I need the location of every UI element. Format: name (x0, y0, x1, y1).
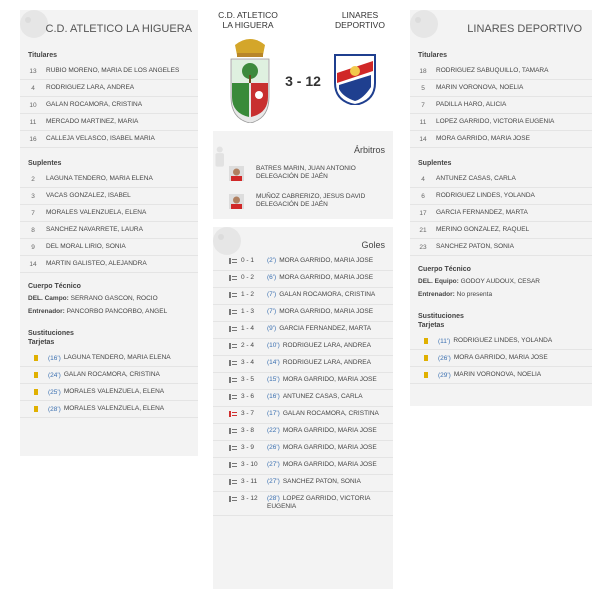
goal-icon (229, 258, 237, 264)
card-row (20, 401, 198, 418)
goal-minute: (7') (267, 308, 277, 315)
player-name[interactable]: SANCHEZ NAVARRETE, LAURA (46, 225, 143, 233)
player-name[interactable]: MARIN VORONOVA, NOELIA (436, 83, 524, 91)
away-sustituciones-label: Sustituciones (418, 313, 464, 321)
away-crest-icon (333, 53, 377, 105)
goal-minute: (27') (267, 461, 280, 468)
player-name[interactable]: SANCHEZ PATON, SONIA (436, 242, 515, 250)
goles-panel (213, 227, 393, 589)
away-team-panel (410, 10, 592, 406)
home-titulares-list (20, 63, 198, 148)
player-number: 14 (29, 260, 37, 268)
player-name[interactable]: RODRIGUEZ LINDES, YOLANDA (436, 191, 535, 199)
goal-scorer[interactable]: RODRIGUEZ LARA, ANDREA (282, 359, 371, 366)
goal-scorer[interactable]: MORA GARRIDO, MARIA JOSE (282, 444, 377, 451)
goal-minute: (26') (267, 444, 280, 451)
goal-minute: (22') (267, 427, 280, 434)
player-name[interactable]: MORA GARRIDO, MARIA JOSE (436, 134, 530, 142)
goal-icon (229, 326, 237, 332)
goal-icon (229, 394, 237, 400)
referee-row (213, 159, 393, 187)
card-row (410, 350, 592, 367)
yellow-card-icon (424, 355, 428, 361)
player-name[interactable]: GALAN ROCAMORA, CRISTINA (46, 100, 143, 108)
goal-minute: (16') (267, 393, 280, 400)
referee-avatar-icon (229, 166, 244, 181)
player-number: 5 (421, 84, 425, 92)
goal-score: 0 - 2 (241, 274, 255, 281)
goal-scorer[interactable]: GALAN ROCAMORA, CRISTINA (279, 291, 376, 298)
ball-watermark-icon (213, 227, 249, 257)
card-player-name[interactable]: RODRIGUEZ LINDES, YOLANDA (453, 337, 553, 345)
goal-row (213, 373, 393, 390)
player-row (20, 63, 198, 80)
goal-score: 2 - 4 (241, 342, 255, 349)
card-player-name[interactable]: MARIN VORONOVA, NOELIA (453, 371, 542, 379)
goal-scorer[interactable]: MORA GARRIDO, MARIA JOSE (282, 427, 377, 434)
card-row (410, 367, 592, 384)
goal-detail (267, 393, 393, 401)
goal-icon (229, 275, 237, 281)
own-goal-icon (229, 411, 237, 417)
away-suplentes-list (410, 171, 592, 256)
goal-row (213, 475, 393, 492)
player-number: 3 (31, 192, 35, 200)
goal-icon (229, 360, 237, 366)
player-name[interactable]: RODRIGUEZ SABUQUILLO, TAMARA (436, 66, 549, 74)
ball-watermark-icon (410, 10, 446, 40)
home-team-header (20, 10, 198, 46)
away-suplentes-label: Suplentes (418, 160, 452, 167)
player-row (410, 205, 592, 222)
goal-icon (229, 292, 237, 298)
goal-minute: (17') (267, 410, 280, 417)
yellow-card-icon (34, 372, 38, 378)
home-team-name: C.D. ATLETICO LA HIGUERA (45, 23, 192, 35)
goal-score: 3 - 5 (241, 376, 255, 383)
player-number: 9 (31, 243, 35, 251)
goal-detail (267, 478, 393, 486)
home-titulares-label: Titulares (28, 52, 58, 59)
arbitros-title: Árbitros (353, 145, 385, 155)
yellow-card-icon (34, 406, 38, 412)
player-number: 11 (419, 118, 427, 126)
goal-row (213, 288, 393, 305)
player-number: 11 (29, 118, 37, 126)
player-name[interactable]: DEL MORAL LIRIO, SONIA (46, 242, 126, 250)
player-row (20, 239, 198, 256)
card-minute: (11') (438, 337, 451, 345)
goal-detail (267, 257, 393, 265)
referee-avatar-icon (229, 194, 244, 209)
card-player-name[interactable]: MORALES VALENZUELA, ELENA (63, 405, 165, 413)
arbitros-panel (213, 131, 393, 219)
card-row (20, 367, 198, 384)
goal-detail (267, 359, 393, 367)
referee-info (256, 165, 356, 182)
player-number: 10 (29, 101, 37, 109)
player-name[interactable]: VACAS GONZALEZ, ISABEL (46, 191, 131, 199)
card-minute: (25') (48, 388, 61, 396)
player-row (410, 222, 592, 239)
player-number: 21 (419, 226, 427, 234)
player-number: 7 (31, 209, 35, 217)
player-row (410, 239, 592, 256)
yellow-card-icon (34, 355, 38, 361)
home-suplentes-list (20, 171, 198, 273)
card-row (20, 384, 198, 401)
player-row (20, 222, 198, 239)
card-row (20, 350, 198, 367)
card-player-name[interactable]: GALAN ROCAMORA, CRISTINA (63, 371, 160, 379)
goal-row (213, 407, 393, 424)
away-team-short-name: LINARES DEPORTIVO (335, 10, 385, 31)
away-delegado: DEL. Equipo: GODOY AUDOUX, CESAR (418, 278, 540, 285)
goal-detail (267, 274, 393, 282)
card-minute: (16') (48, 354, 61, 362)
goal-minute: (7') (267, 291, 277, 298)
player-row (20, 80, 198, 97)
goal-row (213, 492, 393, 516)
goal-scorer[interactable]: MORA GARRIDO, MARIA JOSE (279, 308, 374, 315)
home-delegado: DEL. Campo: SERRANO GASCON, ROCIO (28, 295, 158, 302)
goal-score: 3 - 6 (241, 393, 255, 400)
goal-scorer[interactable]: GALAN ROCAMORA, CRISTINA (282, 410, 379, 417)
player-number: 4 (31, 84, 35, 92)
goal-scorer[interactable]: MORA GARRIDO, MARIA JOSE (279, 257, 374, 264)
goal-row (213, 254, 393, 271)
card-player-name[interactable]: LAGUNA TENDERO, MARIA ELENA (63, 354, 171, 362)
away-entrenador: Entrenador: No presenta (418, 291, 493, 299)
away-tarjetas-list (410, 333, 592, 384)
goal-row (213, 322, 393, 339)
player-row (20, 97, 198, 114)
goal-detail (267, 291, 393, 299)
goles-title: Goles (361, 240, 385, 250)
goal-icon (229, 445, 237, 451)
referee-row (213, 187, 393, 215)
goal-score: 3 - 7 (241, 410, 255, 417)
home-team-panel (20, 10, 198, 456)
goal-score: 3 - 9 (241, 444, 255, 451)
referee-info (256, 193, 365, 210)
goal-row (213, 339, 393, 356)
goal-row (213, 305, 393, 322)
goal-detail (267, 325, 393, 333)
match-header (213, 5, 393, 125)
match-score: 3 - 12 (285, 73, 321, 89)
goal-scorer[interactable]: SANCHEZ PATON, SONIA (282, 478, 361, 485)
goal-minute: (2') (267, 257, 277, 264)
goal-scorer[interactable]: RODRIGUEZ LARA, ANDREA (282, 342, 371, 349)
goal-score: 3 - 4 (241, 359, 255, 366)
goal-detail (267, 308, 393, 316)
referee-name[interactable]: MUÑOZ CABRERIZO, JESUS DAVID (256, 192, 366, 200)
player-name[interactable]: MORALES VALENZUELA, ELENA (46, 208, 147, 216)
away-titulares-label: Titulares (418, 52, 448, 59)
referee-name[interactable]: BATRES MARIN, JUAN ANTONIO (256, 164, 356, 172)
goal-score: 3 - 11 (241, 478, 258, 485)
card-minute: (24') (48, 371, 61, 379)
player-number: 4 (421, 175, 425, 183)
goal-icon (229, 479, 237, 485)
player-number: 17 (419, 209, 427, 217)
yellow-card-icon (34, 389, 38, 395)
player-number: 18 (419, 67, 427, 75)
player-row (20, 205, 198, 222)
goal-minute: (6') (267, 274, 277, 281)
yellow-card-icon (424, 372, 428, 378)
goal-scorer[interactable]: MORA GARRIDO, MARIA JOSE (282, 376, 377, 383)
goal-score: 1 - 2 (241, 291, 255, 298)
goles-list (213, 254, 393, 516)
player-row (410, 63, 592, 80)
goal-score: 3 - 10 (241, 461, 258, 468)
yellow-card-icon (424, 338, 428, 344)
player-name[interactable]: LAGUNA TENDERO, MARIA ELENA (46, 174, 153, 182)
player-number: 13 (29, 67, 37, 75)
player-number: 2 (31, 175, 35, 183)
goal-minute: (14') (267, 359, 280, 366)
away-team-header (410, 10, 592, 46)
player-name[interactable]: MARTIN GALISTEO, ALEJANDRA (46, 259, 147, 267)
card-row (410, 333, 592, 350)
goal-row (213, 441, 393, 458)
card-player-name[interactable]: MORA GARRIDO, MARIA JOSE (453, 354, 548, 362)
goal-scorer[interactable]: MORA GARRIDO, MARIA JOSE (279, 274, 374, 281)
goal-scorer[interactable]: LOPEZ GARRIDO, VICTORIA EUGENIA (267, 495, 371, 511)
referee-delegation: DELEGACIÓN DE JAÉN (256, 173, 328, 180)
player-number: 8 (31, 226, 35, 234)
home-crest-icon (227, 33, 273, 123)
away-tarjetas-label: Tarjetas (418, 322, 445, 330)
goal-icon (229, 377, 237, 383)
goal-scorer[interactable]: MORA GARRIDO, MARIA JOSE (282, 461, 377, 468)
goal-row (213, 390, 393, 407)
player-number: 16 (29, 135, 37, 143)
goal-row (213, 424, 393, 441)
goal-score: 1 - 4 (241, 325, 255, 332)
player-number: 14 (419, 135, 427, 143)
goal-scorer[interactable]: GARCIA FERNANDEZ, MARTA (279, 325, 372, 332)
home-entrenador: Entrenador: PANCORBO PANCORBO, ANGEL (28, 308, 168, 316)
player-name[interactable]: RUBIO MORENO, MARIA DE LOS ANGELES (46, 66, 180, 74)
goal-icon (229, 309, 237, 315)
player-row (410, 97, 592, 114)
goal-detail (267, 410, 393, 418)
goal-icon (229, 462, 237, 468)
player-row (410, 80, 592, 97)
home-suplentes-label: Suplentes (28, 160, 62, 167)
away-cuerpo-tecnico-label: Cuerpo Técnico (418, 266, 471, 273)
home-tarjetas-label: Tarjetas (28, 339, 55, 347)
away-titulares-list (410, 63, 592, 148)
player-row (410, 131, 592, 148)
goal-minute: (10') (267, 342, 280, 349)
player-name[interactable]: LOPEZ GARRIDO, VICTORIA EUGENIA (436, 117, 555, 125)
player-name[interactable]: ANTUNEZ CASAS, CARLA (436, 174, 516, 182)
goal-row (213, 271, 393, 288)
goal-row (213, 356, 393, 373)
away-team-name: LINARES DEPORTIVO (467, 23, 582, 35)
goal-detail (267, 444, 393, 452)
home-team-short-name: C.D. ATLETICO LA HIGUERA (218, 10, 278, 31)
card-minute: (29') (438, 371, 451, 379)
goal-scorer[interactable]: ANTUNEZ CASAS, CARLA (282, 393, 363, 400)
card-minute: (26') (438, 354, 451, 362)
goal-minute: (15') (267, 376, 280, 383)
goal-minute: (28') (267, 495, 280, 502)
goal-score: 3 - 8 (241, 427, 255, 434)
goal-icon (229, 343, 237, 349)
goal-detail (267, 461, 393, 469)
player-row (410, 188, 592, 205)
goal-row (213, 458, 393, 475)
player-name[interactable]: CALLEJA VELASCO, ISABEL MARIA (46, 134, 155, 142)
player-row (20, 188, 198, 205)
goal-detail (267, 342, 393, 350)
card-player-name[interactable]: MORALES VALENZUELA, ELENA (63, 388, 165, 396)
goal-detail (267, 495, 393, 512)
player-row (20, 256, 198, 273)
player-name[interactable]: PADILLA HARO, ALICIA (436, 100, 507, 108)
player-name[interactable]: RODRIGUEZ LARA, ANDREA (46, 83, 135, 91)
goal-icon (229, 496, 237, 502)
referee-delegation: DELEGACIÓN DE JAÉN (256, 201, 328, 208)
player-number: 7 (421, 101, 425, 109)
player-name[interactable]: MERINO GONZALEZ, RAQUEL (436, 225, 530, 233)
arbitros-list (213, 159, 393, 215)
card-minute: (28') (48, 405, 61, 413)
goal-minute: (9') (267, 325, 277, 332)
player-row (410, 114, 592, 131)
player-row (20, 171, 198, 188)
goal-icon (229, 428, 237, 434)
home-cuerpo-tecnico-label: Cuerpo Técnico (28, 283, 81, 290)
home-tarjetas-list (20, 350, 198, 418)
goal-minute: (27') (267, 478, 280, 485)
goal-detail (267, 376, 393, 384)
player-row (20, 114, 198, 131)
goal-detail (267, 427, 393, 435)
player-row (20, 131, 198, 148)
player-number: 23 (419, 243, 427, 251)
player-number: 6 (421, 192, 425, 200)
player-name[interactable]: GARCIA FERNANDEZ, MARTA (436, 208, 528, 216)
home-sustituciones-label: Sustituciones (28, 330, 74, 338)
player-name[interactable]: MERCADO MARTINEZ, MARIA (46, 117, 139, 125)
goal-score: 3 - 12 (241, 495, 258, 502)
goal-score: 0 - 1 (241, 257, 255, 264)
player-row (410, 171, 592, 188)
goal-score: 1 - 3 (241, 308, 255, 315)
